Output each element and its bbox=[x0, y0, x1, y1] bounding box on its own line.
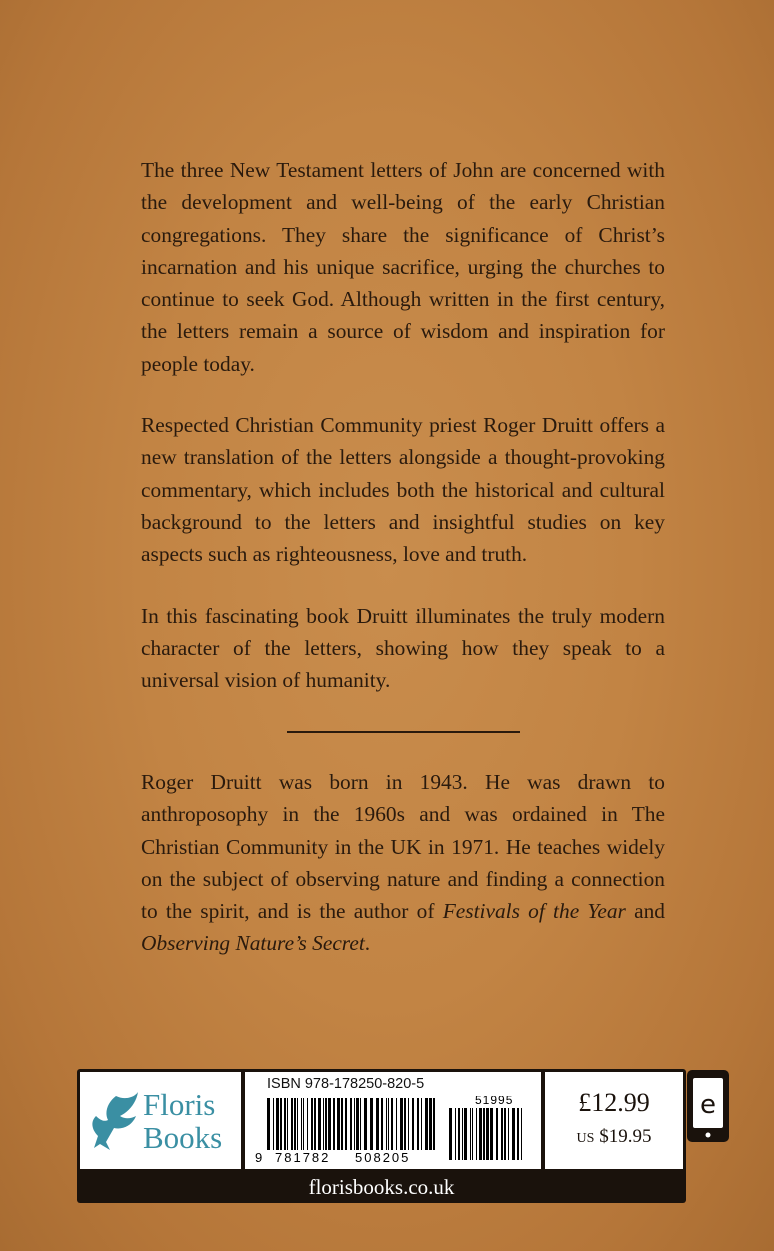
isbn-label: ISBN 978-178250-820-5 bbox=[267, 1076, 425, 1092]
barcode-bar bbox=[267, 1098, 270, 1150]
barcode-bar bbox=[345, 1098, 347, 1150]
barcode-bar bbox=[476, 1108, 477, 1160]
barcode-bar bbox=[490, 1108, 493, 1160]
barcode-bar bbox=[417, 1098, 419, 1150]
barcode-bar bbox=[470, 1108, 471, 1160]
barcode-bar bbox=[364, 1098, 367, 1150]
barcode-bar bbox=[328, 1098, 331, 1150]
barcode-bar bbox=[294, 1098, 296, 1150]
publisher-name: Floris Books bbox=[143, 1087, 223, 1155]
barcode-bar bbox=[391, 1098, 393, 1150]
barcode-bar bbox=[356, 1098, 359, 1150]
author-bio: Roger Druitt was born in 1943. He was drawn to anthroposophy in the 1960s and was ordained in The Christian Community in the UK in 1971. He teaches widely on the subject of observing nature and finding a connection to the spirit, and is the author of Festivals of the Year and Observing Nature’s Secret. bbox=[141, 770, 665, 956]
barcode-bar bbox=[325, 1098, 327, 1150]
barcode-bar bbox=[337, 1098, 340, 1150]
barcode-bar bbox=[425, 1098, 428, 1150]
barcode-bar bbox=[301, 1098, 302, 1150]
barcode-bar bbox=[429, 1098, 432, 1150]
blurb-paragraph-3: In this fascinating book Druitt illuminates the truly modern character of the letters, showing how they speak to a universal vision of humanity. bbox=[141, 603, 665, 693]
barcode-bar bbox=[318, 1098, 321, 1150]
barcode-bar bbox=[455, 1108, 456, 1160]
barcode-digit-lead: 9 bbox=[255, 1150, 263, 1165]
barcode-bar bbox=[486, 1108, 489, 1160]
barcode-bar bbox=[370, 1098, 373, 1150]
barcode-bar bbox=[504, 1108, 506, 1160]
barcode-bar bbox=[396, 1098, 397, 1150]
barcode-bar bbox=[521, 1108, 522, 1160]
barcode-bar bbox=[479, 1108, 482, 1160]
barcode-bar bbox=[323, 1098, 324, 1150]
barcode-bar bbox=[350, 1098, 352, 1150]
price-gbp: £12.99 bbox=[578, 1088, 650, 1117]
barcode-bar bbox=[412, 1098, 414, 1150]
barcode-bar bbox=[408, 1098, 409, 1150]
barcode-bar bbox=[517, 1108, 519, 1160]
barcode-bar bbox=[297, 1098, 298, 1150]
barcode-bar bbox=[449, 1108, 452, 1160]
blurb-paragraph-2: Respected Christian Community priest Roger Druitt offers a new translation of the letters alongside a thought-provoking commentary, which includes both the historical and cultural background to the letters and insightful studies on key aspects such as righteousness, love and truth. bbox=[141, 413, 665, 567]
barcode-bar bbox=[360, 1098, 361, 1150]
publisher-website: florisbooks.co.uk bbox=[308, 1175, 455, 1199]
barcode-bar bbox=[354, 1098, 355, 1150]
barcode-bar bbox=[311, 1098, 313, 1150]
barcode-digits-right: 508205 bbox=[355, 1150, 411, 1165]
publisher-logo bbox=[80, 1072, 241, 1169]
barcode-bar bbox=[376, 1098, 379, 1150]
barcode-bar bbox=[314, 1098, 316, 1150]
barcode-bar bbox=[307, 1098, 308, 1150]
price-panel bbox=[545, 1072, 683, 1169]
barcode-bar bbox=[381, 1098, 383, 1150]
barcode-bar bbox=[496, 1108, 498, 1160]
barcode-bar bbox=[333, 1098, 335, 1150]
barcode-bar bbox=[464, 1108, 467, 1160]
barcode-bar bbox=[287, 1098, 288, 1150]
barcode-bar bbox=[458, 1108, 460, 1160]
barcode-bar bbox=[284, 1098, 286, 1150]
book-title-festivals: Festivals of the Year bbox=[442, 899, 626, 924]
barcode-bar bbox=[421, 1098, 422, 1150]
barcode-bar bbox=[400, 1098, 403, 1150]
dove-icon bbox=[88, 1090, 140, 1152]
barcode-bar bbox=[462, 1108, 463, 1160]
blurb bbox=[141, 154, 665, 696]
barcode-bar bbox=[501, 1108, 503, 1160]
barcode-bar bbox=[276, 1098, 279, 1150]
barcode bbox=[253, 1096, 537, 1166]
divider bbox=[287, 731, 520, 733]
book-title-observing: Observing Nature’s Secret bbox=[141, 931, 365, 956]
ebook-device-icon bbox=[687, 1070, 729, 1142]
barcode-addon-digits: 51995 bbox=[475, 1096, 514, 1107]
barcode-bar bbox=[386, 1098, 387, 1150]
barcode-bar bbox=[404, 1098, 406, 1150]
barcode-bar bbox=[291, 1098, 293, 1150]
blurb-paragraph-1: The three New Testament letters of John are concerned with the development and well-being of the early Christian congregations. They share the significance of Christ’s incarnation and his unique sacrifice, urging the churches to continue to seek God. Although written in the first century, the letters remain a source of wisdom and inspiration for people today. bbox=[141, 158, 665, 376]
barcode-panel bbox=[245, 1072, 541, 1169]
price-us: US $19.95 bbox=[576, 1126, 652, 1147]
barcode-bar bbox=[388, 1098, 389, 1150]
barcode-bar bbox=[273, 1098, 274, 1150]
ebook-letter: e bbox=[700, 1090, 716, 1120]
barcode-bar bbox=[433, 1098, 435, 1150]
barcode-bar bbox=[508, 1108, 509, 1160]
barcode-bar bbox=[512, 1108, 515, 1160]
barcode-bar bbox=[280, 1098, 282, 1150]
barcode-digits-left: 781782 bbox=[275, 1150, 331, 1165]
barcode-bar bbox=[341, 1098, 343, 1150]
barcode-bar bbox=[303, 1098, 304, 1150]
barcode-bar bbox=[483, 1108, 485, 1160]
barcode-bar bbox=[472, 1108, 473, 1160]
